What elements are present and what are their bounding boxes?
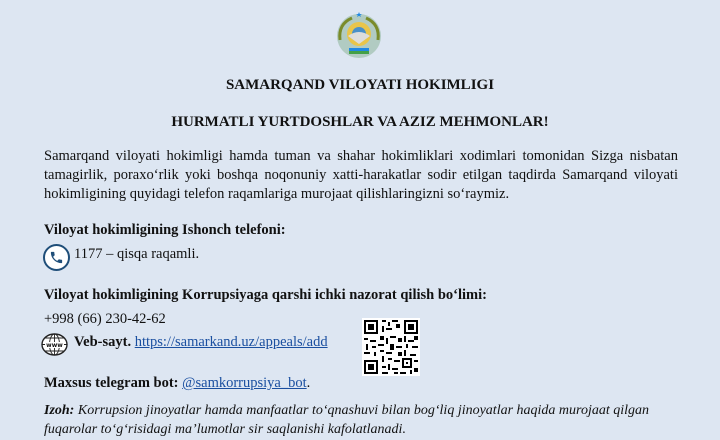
telegram-label: Maxsus telegram bot: [44, 375, 179, 391]
website-line [74, 334, 328, 351]
intro-paragraph: Samarqand viloyati hokimligi hamda tuman va shahar hokimliklari xodimlari tomonidan Sizga nisbatan tamagirlik, poraxo‘rlik yoki boshqa noqonuniy xatti-harakatlar sodir etilgan taqdirda Samarqand viloyati hokimligining quyidagi telefon raqamlariga murojaat qilishlaringizni so‘raymiz. [44, 148, 678, 202]
trust-phone-number: 1177 – qisqa raqamli. [74, 246, 200, 262]
svg-text:www: www [46, 342, 63, 350]
qr-code-icon [362, 318, 420, 376]
website-label: Veb-sayt. [74, 334, 132, 350]
telegram-bot-line [44, 375, 310, 392]
phone-icon [43, 244, 70, 271]
anticorruption-heading: Viloyat hokimligining Korrupsiyaga qarshi ichki nazorat qilish bo‘limi: [44, 287, 487, 303]
www-globe-icon [41, 333, 68, 356]
anticorruption-phone: +998 (66) 230-42-62 [44, 311, 166, 327]
note-paragraph [44, 401, 680, 439]
organization-title: SAMARQAND VILOYATI HOKIMLIGI [225, 77, 495, 93]
telegram-bot-link[interactable]: @samkorrupsiya_bot [182, 375, 307, 391]
note-text: Korrupsion jinoyatlar hamda manfaatlar to‘qnashuvi bilan bog‘liq jinoyatlar haqida murojaat qilgan fuqarolar to‘g‘risidagi ma’lumotlar sir saqlanishi kafolatlanadi. [44, 403, 650, 437]
uzbekistan-emblem-icon [334, 10, 384, 60]
website-link[interactable]: https://samarkand.uz/appeals/add [134, 334, 328, 350]
greeting-heading: HURMATLI YURTDOSHLAR VA AZIZ MEHMONLAR! [171, 114, 549, 130]
telegram-suffix: . [306, 375, 311, 391]
note-label: Izoh: [44, 403, 75, 418]
trust-phone-heading: Viloyat hokimligining Ishonch telefoni: [44, 222, 286, 238]
